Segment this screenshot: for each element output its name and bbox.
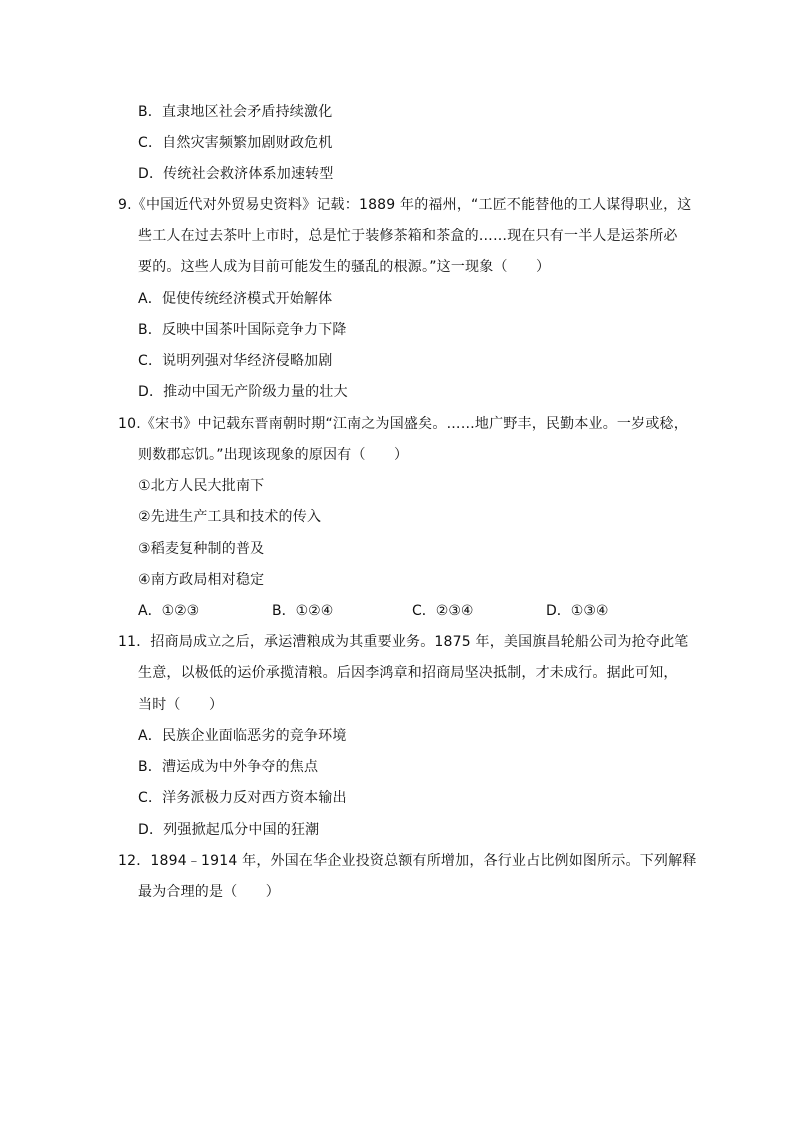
q12-stem-line-1: 12．1894﹣1914 年，外国在华企业投资总额有所增加，各行业占比例如图所示。下列解释 — [118, 853, 697, 869]
q11-stem-line-2: 生意，以极低的运价承揽清粮。后因李鸿章和招商局坚决抵制，才未成行。据此可知， — [138, 665, 678, 681]
q10-stem-line-2: 则数郡忘饥。”出现该现象的原因有（ ） — [138, 447, 409, 463]
q10-item-4: ④南方政局相对稳定 — [138, 572, 265, 588]
q10-option-d: D．①③④ — [546, 603, 609, 619]
q11-option-c: C．洋务派极力反对西方资本输出 — [138, 790, 347, 806]
q11-stem-line-3: 当时（ ） — [138, 697, 224, 713]
q11-stem-line-1: 11．招商局成立之后，承运漕粮成为其重要业务。1875 年，美国旗昌轮船公司为抢夺此笔 — [118, 634, 689, 650]
q11-option-d: D．列强掀起瓜分中国的狂潮 — [138, 822, 320, 838]
q8-option-b: B．直隶地区社会矛盾持续激化 — [138, 104, 333, 120]
q9-option-a: A．促使传统经济模式开始解体 — [138, 291, 333, 307]
q9-stem-line-1: 9.《中国近代对外贸易史资料》记载：1889 年的福州，“工匠不能替他的工人谋得职业，这 — [118, 197, 692, 213]
q10-option-c: C．②③④ — [412, 603, 474, 619]
q10-item-1: ①北方人民大批南下 — [138, 478, 265, 494]
q10-option-a: A．①②③ — [138, 603, 200, 619]
q9-stem-line-3: 要的。这些人成为目前可能发生的骚乱的根源。”这一现象（ ） — [138, 259, 551, 275]
q8-option-d: D．传统社会救济体系加速转型 — [138, 166, 334, 182]
q10-item-2: ②先进生产工具和技术的传入 — [138, 509, 322, 525]
q10-item-3: ③稻麦复种制的普及 — [138, 541, 265, 557]
q9-option-b: B．反映中国茶叶国际竞争力下降 — [138, 322, 347, 338]
q9-option-d: D．推动中国无产阶级力量的壮大 — [138, 384, 348, 400]
q10-stem-line-1: 10.《宋书》中记载东晋南朝时期“江南之为国盛矣。……地广野丰，民勤本业。一岁或稔， — [118, 416, 688, 432]
q10-option-b: B．①②④ — [272, 603, 334, 619]
q8-option-c: C．自然灾害频繁加剧财政危机 — [138, 135, 333, 151]
q9-stem-line-2: 些工人在过去茶叶上市时，总是忙于装修茶箱和茶盒的……现在只有一半人是运茶所必 — [138, 228, 678, 244]
q9-option-c: C．说明列强对华经济侵略加剧 — [138, 353, 333, 369]
q11-option-b: B．漕运成为中外争夺的焦点 — [138, 759, 319, 775]
q11-option-a: A．民族企业面临恶劣的竞争环境 — [138, 728, 347, 744]
q12-stem-line-2: 最为合理的是（ ） — [138, 884, 280, 900]
